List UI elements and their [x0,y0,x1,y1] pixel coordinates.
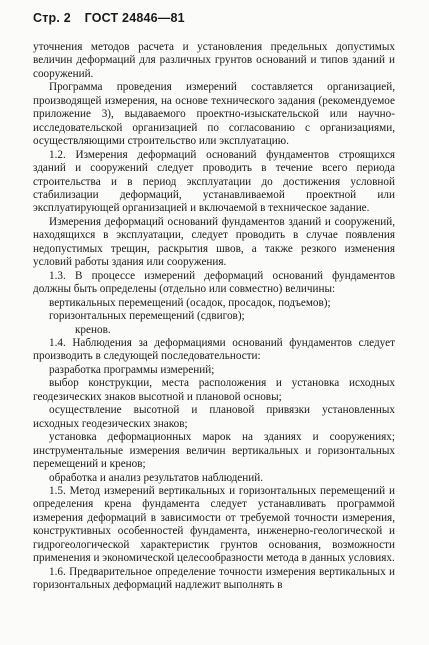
document-body [33,41,395,593]
list-item: горизонтальных перемещений (сдвигов); [49,310,245,323]
list-item: осуществление высотной и плановой привязки установленных исходных геодезических знаков; [33,404,395,430]
paragraph-continuation: уточнения методов расчета и установления предельных допустимых величин деформаций для различных грунтов оснований и типов зданий и сооружений. [33,41,395,80]
paragraph-1-3: 1.3. В процессе измерений деформаций оснований фундаментов должны быть определены (отдельно или совместно) величины: [33,269,395,296]
paragraph-1-2: 1.2. Измерения деформаций оснований фундаментов строящихся зданий и сооружений следует проводить в течение всего периода строительства и в период эксплуатации до достижения условной стабилизации деформаций, устанавливаемой проектной или эксплуатирующей организацией и включаемой в техническое задание. [33,148,395,215]
paragraph-program: Программа проведения измерений составляется организацией, производящей измерения, на основе технического задания (рекомендуемое приложение 3), выдаваемого проектно-изыскательской или научно-исследовательской организацией по согласованию с организациями, осуществляющими строительство или эксплуатацию. [33,81,395,148]
list-item: выбор конструкции, места расположения и установка исходных геодезических знаков высотной и плановой основы; [33,377,395,403]
list-item: кренов. [75,323,111,336]
page-header [33,11,195,25]
list-item: установка деформационных марок на зданиях и сооружениях; инструментальные измерения величин вертикальных и горизонтальных перемещений и кренов; [33,431,395,471]
list-item: вертикальных перемещений (осадок, просадок, подъемов); [49,296,331,309]
paragraph-1-6: 1.6. Предварительное определение точности измерения вертикальных и горизонтальных деформаций надлежит выполнять в [33,565,395,592]
paragraph-1-5: 1.5. Метод измерений вертикальных и горизонтальных перемещений и определения крена фундамента следует устанавливать программой измерения деформаций в зависимости от требуемой точности измерения, конструктивных особенностей фундамента, инженерно-геологической и гидрогеологической характеристик грунтов основания, возможности применения и экономической целесообразности метода в данных условиях. [33,484,395,565]
page-number: Стр. 2 [33,11,71,25]
paragraph-1-4: 1.4. Наблюдения за деформациями оснований фундаментов следует производить в следующей последовательности: [33,336,395,363]
standard-code: ГОСТ 24846—81 [84,11,185,25]
list-item: обработка и анализ результатов наблюдений. [49,471,263,484]
paragraph-operational-measurements: Измерения деформаций оснований фундаментов зданий и сооружений, находящихся в эксплуатации, следует проводить в случае появления недопустимых трещин, раскрытия швов, а также резкого изменения условий работы здания или сооружения. [33,215,395,269]
list-item: разработка программы измерений; [49,363,215,376]
